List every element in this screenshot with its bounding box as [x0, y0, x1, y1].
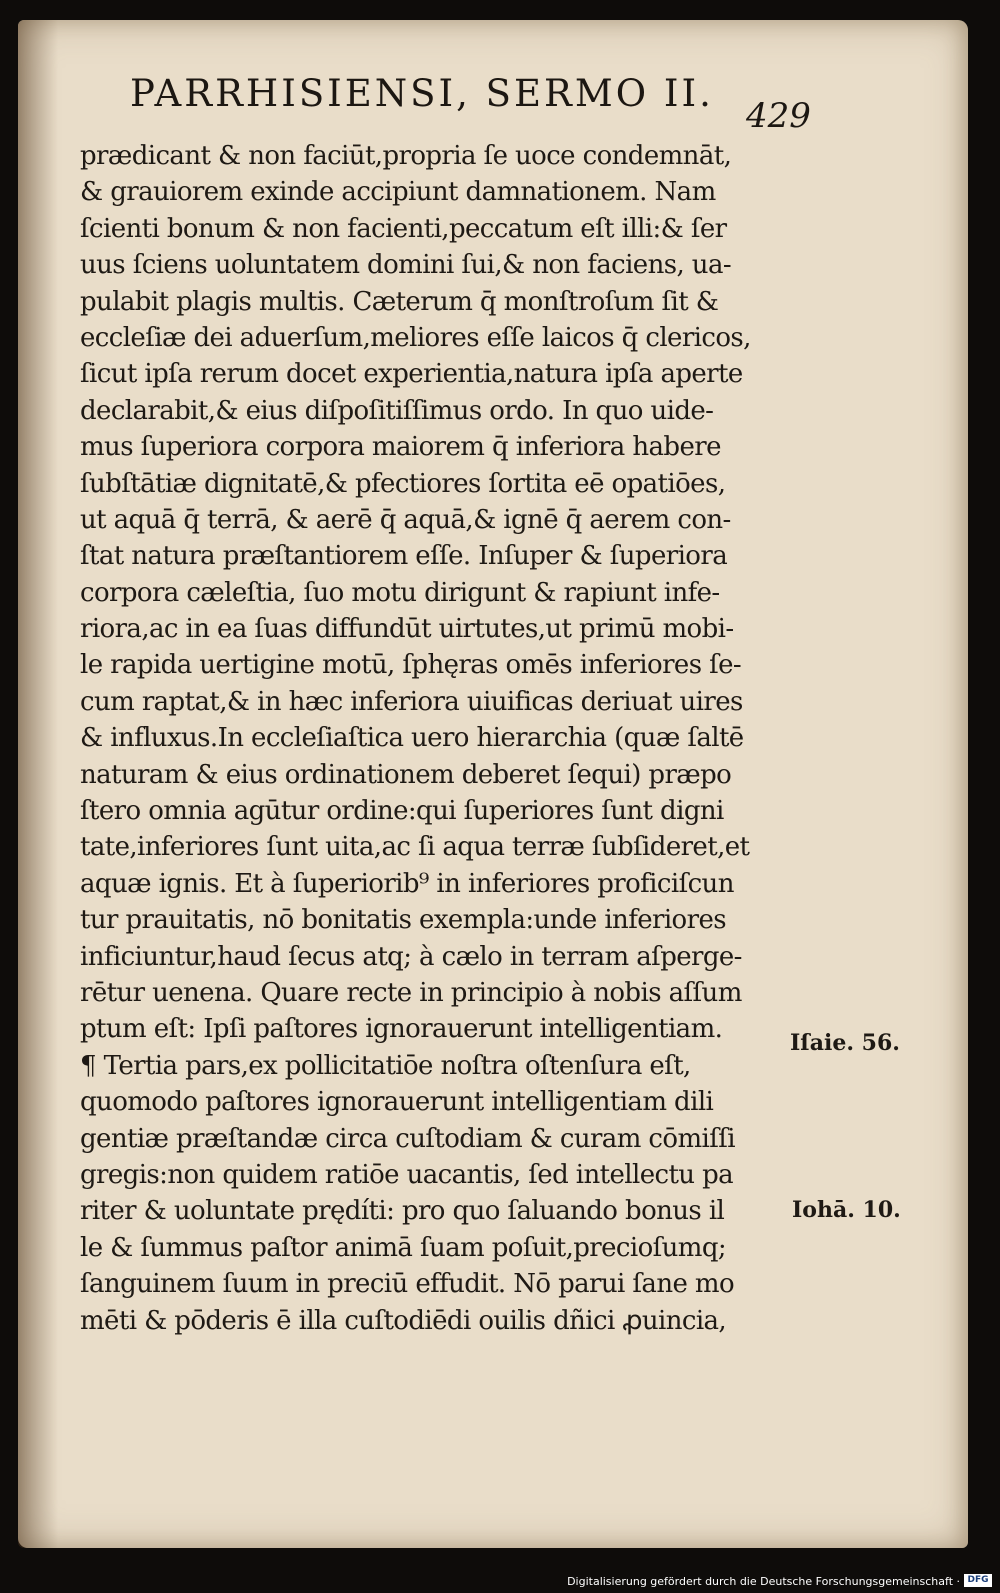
text-line: gregis:non quidem ratiōe uacantis, ſed intellectu pa — [80, 1159, 734, 1190]
text-line: prædicant & non faciūt,propria ſe uoce condemnāt, — [80, 141, 732, 171]
text-line: le rapida uertigine motū, ſphęras omēs inferiores ſe- — [80, 650, 742, 681]
text-line: ptum eſt: Ipſi paſtores ignorauerunt intelligentiam. — [80, 1014, 723, 1045]
running-head: PARRHISIENSI, SERMO II. — [130, 72, 714, 115]
text-line: uus ſciens uoluntatem domini ſui,& non faciens, ua- — [80, 250, 732, 281]
text-line: eccleſiæ dei aduerſum,meliores eſſe laicos q̄ clericos, — [80, 322, 751, 353]
text-line: riter & uoluntate prędíti: pro quo ſaluando bonus il — [80, 1196, 725, 1227]
text-line: quomodo paſtores ignorauerunt intelligentiam dili — [80, 1087, 714, 1118]
text-line: tur prauitatis, nō bonitatis exempla:unde inferiores — [80, 905, 726, 936]
margin-note-john: Iohā. 10. — [792, 1197, 901, 1223]
text-line: ſicut ipſa rerum docet experientia,natura ipſa aperte — [80, 359, 743, 390]
text-line: mēti & pōderis ē illa cuſtodiēdi ouilis dñici ꝓuincia, — [80, 1305, 727, 1336]
spine-shadow — [18, 20, 58, 1548]
text-line: & influxus.In eccleſiaſtica uero hierarchia (quæ ſaltē — [80, 723, 744, 754]
page-number: 429 — [746, 96, 811, 136]
text-line: aquæ ignis. Et à ſuperiorib⁹ in inferiores proficiſcun — [80, 868, 734, 899]
text-line: le & ſummus paſtor animā ſuam poſuit,precioſumq; — [80, 1232, 727, 1263]
digitization-credit: Digitalisierung gefördert durch die Deutsche Forschungsgemeinschaft · — [567, 1575, 960, 1588]
text-line: tate,inferiores ſunt uita,ac ſi aqua terræ ſubſideret,et — [80, 832, 750, 863]
text-line: ſtat natura præſtantiorem eſſe. Inſuper & ſuperiora — [80, 541, 728, 572]
text-line: rētur uenena. Quare recte in principio à nobis aſſum — [80, 977, 742, 1008]
text-line: inficiuntur,haud ſecus atq; à cælo in terram aſperge- — [80, 941, 742, 972]
text-line: ſcienti bonum & non facienti,peccatum eſt illi:& ſer — [80, 213, 727, 244]
text-line: ſtero omnia agūtur ordine:qui ſuperiores ſunt digni — [80, 796, 724, 827]
body-text — [80, 138, 820, 1339]
text-line: cum raptat,& in hæc inferiora uiuificas deriuat uires — [80, 686, 743, 717]
paragraph-start-line: ¶ Tertia pars,ex pollicitatiōe noſtra oſtenſura eſt, — [80, 1050, 691, 1081]
text-line: naturam & eius ordinationem deberet ſequi) præpo — [80, 759, 732, 790]
text-line: ſubſtātiæ dignitatē,& pfectiores ſortita eē opatiōes, — [80, 468, 726, 499]
dfg-logo: DFG — [964, 1574, 992, 1587]
text-line: ſanguinem ſuum in preciū effudit. Nō parui ſane mo — [80, 1269, 735, 1300]
margin-note-isaiah: Iſaie. 56. — [790, 1030, 900, 1056]
text-line: ut aquā q̄ terrā, & aerē q̄ aquā,& ignē q̄ aerem con- — [80, 504, 731, 535]
text-line: declarabit,& eius diſpoſitiſſimus ordo. In quo uide- — [80, 395, 714, 426]
text-line: pulabit plagis multis. Cæterum q̄ monſtroſum ſit & — [80, 286, 719, 317]
text-line: gentiæ præſtandæ circa cuſtodiam & curam cōmiſſi — [80, 1123, 735, 1154]
text-line: corpora cæleſtia, ſuo motu dirigunt & rapiunt infe- — [80, 577, 720, 608]
text-line: riora,ac in ea ſuas diffundūt uirtutes,ut primū mobi- — [80, 614, 734, 645]
text-line: & grauiorem exinde accipiunt damnationem. Nam — [80, 177, 716, 208]
text-line: mus ſuperiora corpora maiorem q̄ inferiora habere — [80, 432, 721, 463]
